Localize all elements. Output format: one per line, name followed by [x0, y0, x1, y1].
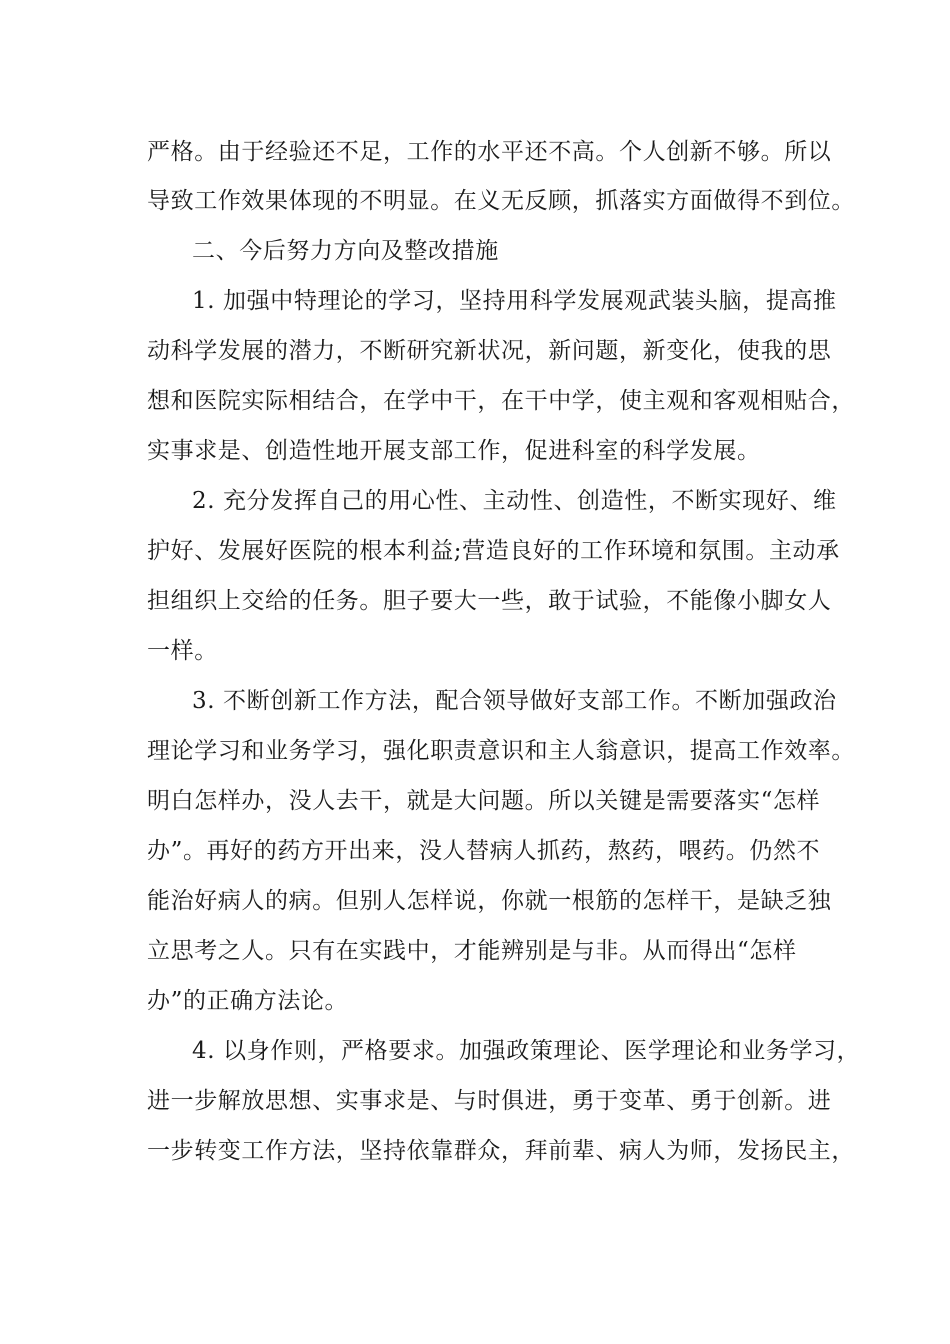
text-line: 理论学习和业务学习，强化职责意识和主人翁意识，提高工作效率。	[147, 738, 855, 764]
text-line: 想和医院实际相结合，在学中干，在干中学，使主观和客观相贴合，	[147, 388, 855, 414]
text-line: 护好、发展好医院的根本利益;营造良好的工作环境和氛围。主动承	[147, 538, 840, 564]
text-line: 办”。再好的药方开出来，没人替病人抓药，熬药，喂药。仍然不	[147, 838, 821, 864]
text-line: 立思考之人。只有在实践中，才能辨别是与非。从而得出“怎样	[147, 938, 797, 964]
text-line: 导致工作效果体现的不明显。在义无反顾，抓落实方面做得不到位。	[147, 188, 855, 214]
text-line: 4. 以身作则，严格要求。加强政策理论、医学理论和业务学习，	[192, 1038, 861, 1064]
text-line: 担组织上交给的任务。胆子要大一些，敢于试验，不能像小脚女人	[147, 588, 832, 614]
section-heading: 二、今后努力方向及整改措施	[192, 238, 499, 264]
text-line: 明白怎样办，没人去干，就是大问题。所以关键是需要落实“怎样	[147, 788, 821, 814]
text-line: 严格。由于经验还不足，工作的水平还不高。个人创新不够。所以	[147, 139, 832, 165]
text-line: 进一步解放思想、实事求是、与时俱进，勇于变革、勇于创新。进	[147, 1088, 832, 1114]
text-line: 2. 充分发挥自己的用心性、主动性、创造性，不断实现好、维	[192, 488, 837, 514]
text-line: 实事求是、创造性地开展支部工作，促进科室的科学发展。	[147, 438, 761, 464]
text-line: 动科学发展的潜力，不断研究新状况，新问题，新变化，使我的思	[147, 338, 832, 364]
text-line: 1. 加强中特理论的学习，坚持用科学发展观武装头脑，提高推	[192, 288, 837, 314]
text-line: 一样。	[147, 638, 218, 664]
text-line: 3. 不断创新工作方法，配合领导做好支部工作。不断加强政治	[192, 688, 837, 714]
text-line: 能治好病人的病。但别人怎样说，你就一根筋的怎样干，是缺乏独	[147, 888, 832, 914]
text-line: 一步转变工作方法，坚持依靠群众，拜前辈、病人为师，发扬民主，	[147, 1138, 855, 1164]
text-line: 办”的正确方法论。	[147, 988, 349, 1014]
